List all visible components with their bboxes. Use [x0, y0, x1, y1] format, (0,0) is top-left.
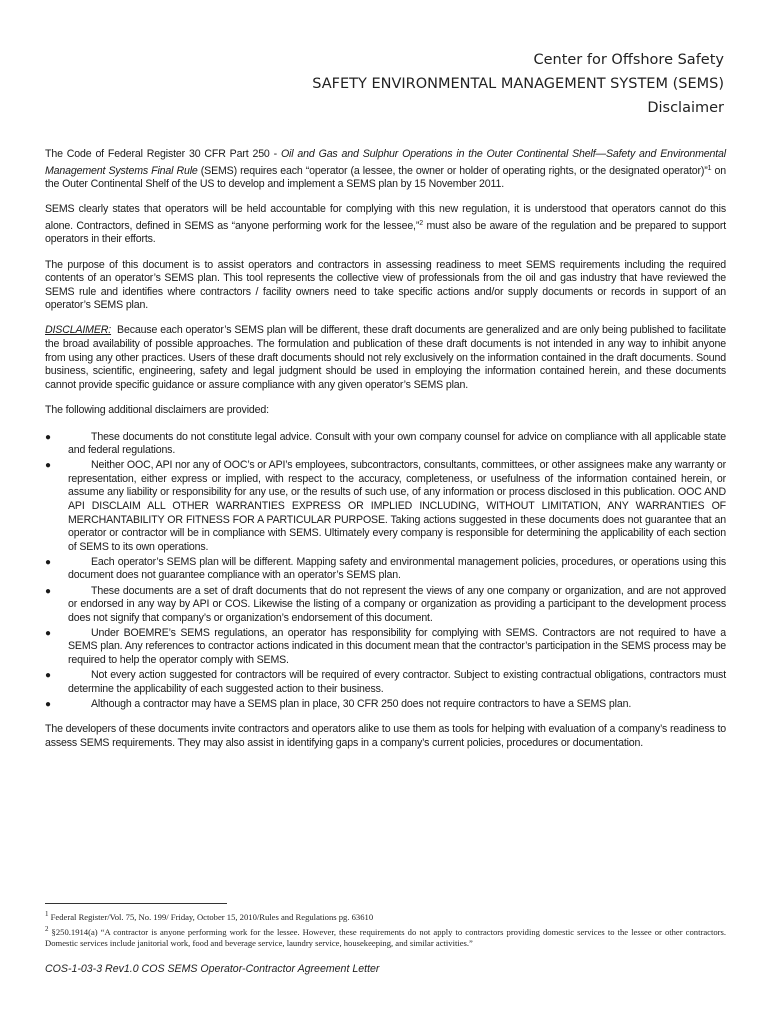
disclaimer-paragraph: DISCLAIMER: Because each operator’s SEMS plan will be different, these draft documents are generalized and are only being published to facilitate the broad availability of possible approaches. The formulation and publication of these draft documents is not intended in any way to inhibit anyone from using any other practices. Users of these draft documents should not rely exclusively on the information contained in the draft documents. Sound business, scientific, engineering, safety and legal judgment should be used in employing the information contained herein, and these documents cannot provide specific guidance or assure compliance with any given operator’s SEMS plan. — [45, 324, 726, 391]
footnote-ref-2: 2 — [419, 219, 423, 227]
bullet-icon: ● — [45, 627, 51, 639]
additional-disclaimers-intro: The following additional disclaimers are provided: — [45, 403, 269, 416]
list-item: ● Not every action suggested for contractors will be required of every contractor. Subject to existing contractual obligations, contractors must determine the applicability of each suggested action to their business. — [45, 669, 726, 695]
accountability-paragraph: SEMS clearly states that operators will be held accountable for complying with this new regulation, it is understood that operators cannot do this alone. Contractors, defined in SEMS as “anyone performing work for the lessee,”$^2$ must also be aware of the regulation and be prepared to support operators in their efforts. — [45, 203, 726, 246]
bullet-icon: ● — [45, 556, 51, 568]
header-disclaimer-title: Disclaimer — [647, 100, 724, 116]
footnotes — [45, 909, 726, 950]
header-organization: Center for Offshore Safety — [533, 52, 724, 68]
intro-paragraph: The Code of Federal Register 30 CFR Part 250 - Oil and Gas and Sulphur Operations in the Outer Continental Shelf—Safety and Environmental Management Systems Final Rule (SEMS) requires each “operator (a lessee, the owner or holder of operating rights, or the designated operator)”$^1$ on the Outer Continental Shelf of the US to develop and implement a SEMS plan by 15 November 2011. — [45, 148, 727, 191]
footnote-divider — [45, 903, 227, 904]
header-system-title: SAFETY ENVIRONMENTAL MANAGEMENT SYSTEM (SEMS) — [312, 76, 724, 92]
purpose-paragraph: The purpose of this document is to assist operators and contractors in assessing readiness to meet SEMS requirements including the required contents of an operator’s SEMS plan. This tool represents the collective view of professionals from the oil and gas industry that have reviewed the SEMS rule and identifies where contractors / facility owners need to take specific actions and/or supply documents or records in support of an operator’s SEMS plan. — [45, 258, 726, 312]
document-body — [45, 148, 726, 762]
bullet-icon: ● — [45, 460, 51, 472]
bullet-icon: ● — [45, 431, 51, 443]
footnote-2: $^2$ §250.1914(a) “A contractor is anyone performing work for the lessee. However, these requirements do not apply to contractors providing domestic services to the lessee or other contractors. Domestic services include janitorial work, food and beverage service, laundry service, housekeeping, and similar activities.” — [45, 924, 726, 948]
closing-paragraph: The developers of these documents invite contractors and operators alike to use them as tools for helping with evaluation of a company’s readiness to assess SEMS requirements. They may also assist in identifying gaps in a company’s current policies, procedures or documentation. — [45, 723, 726, 749]
disclaimer-label: DISCLAIMER: — [45, 324, 112, 337]
bullet-icon: ● — [45, 585, 51, 597]
footnote-ref-1: 1 — [707, 164, 712, 172]
document-footer: COS-1-03-3 Rev1.0 COS SEMS Operator-Contractor Agreement Letter — [45, 963, 380, 975]
bullet-icon: ● — [45, 698, 51, 710]
bullet-icon: ● — [45, 670, 51, 682]
list-item: ● Although a contractor may have a SEMS plan in place, 30 CFR 250 does not require contractors to have a SEMS plan. — [45, 697, 632, 710]
list-item: ● Each operator’s SEMS plan will be different. Mapping safety and environmental management policies, procedures, or operations using this document does not guarantee compliance with an operator’s SEMS plan. — [45, 555, 726, 582]
footnote-1: $^1$ Federal Register/Vol. 75, No. 199/ Friday, October 15, 2010/Rules and Regulations pg. 63610 — [45, 910, 374, 922]
disclaimer-list — [45, 431, 726, 712]
document-header — [312, 48, 724, 120]
rule-title: Oil and Gas and Sulphur Operations in the Outer Continental Shelf—Safety and Environmental Management Systems Final Rule — [45, 148, 727, 177]
list-item: ● Under BOEMRE’s SEMS regulations, an operator has responsibility for complying with SEMS. Contractors are not required to have a SEMS plan. Any references to contractor actions indicated in this document mean that the contractor’s participation in the SEMS process may be required to help the operator comply with SEMS. — [45, 626, 726, 666]
list-item: ● Neither OOC, API nor any of OOC’s or API’s employees, subcontractors, consultants, committees, or other assignees make any warranty or representation, either express or implied, with respect to the accuracy, completeness, or usefulness of the information contained herein, or assume any liability or responsibility for any use, or the results of such use, of any information or process disclosed in this publication. OOC AND API DISCLAIM ALL OTHER WARRANTIES EXPRESS OR IMPLIED INCLUDING, WITHOUT LIMITATION, ANY WARRANTIES OF MERCHANTABILITY OR FITNESS FOR A PARTICULAR PURPOSE. Taking actions suggested in these documents does not guarantee that an operator or contractor will be in compliance with SEMS. Ultimately every company is responsible for determining the applicability of each section of SEMS to its own operations. — [45, 459, 726, 553]
list-item: ● These documents do not constitute legal advice. Consult with your own company counsel for advice on compliance with all applicable state and federal regulations. — [45, 430, 726, 457]
list-item: ● These documents are a set of draft documents that do not represent the views of any one company or organization, and are not approved or endorsed in any way by API or COS. Likewise the listing of a company or organization as providing a participant to the development process does not signify that company’s or organization’s endorsement of this document. — [45, 584, 726, 624]
